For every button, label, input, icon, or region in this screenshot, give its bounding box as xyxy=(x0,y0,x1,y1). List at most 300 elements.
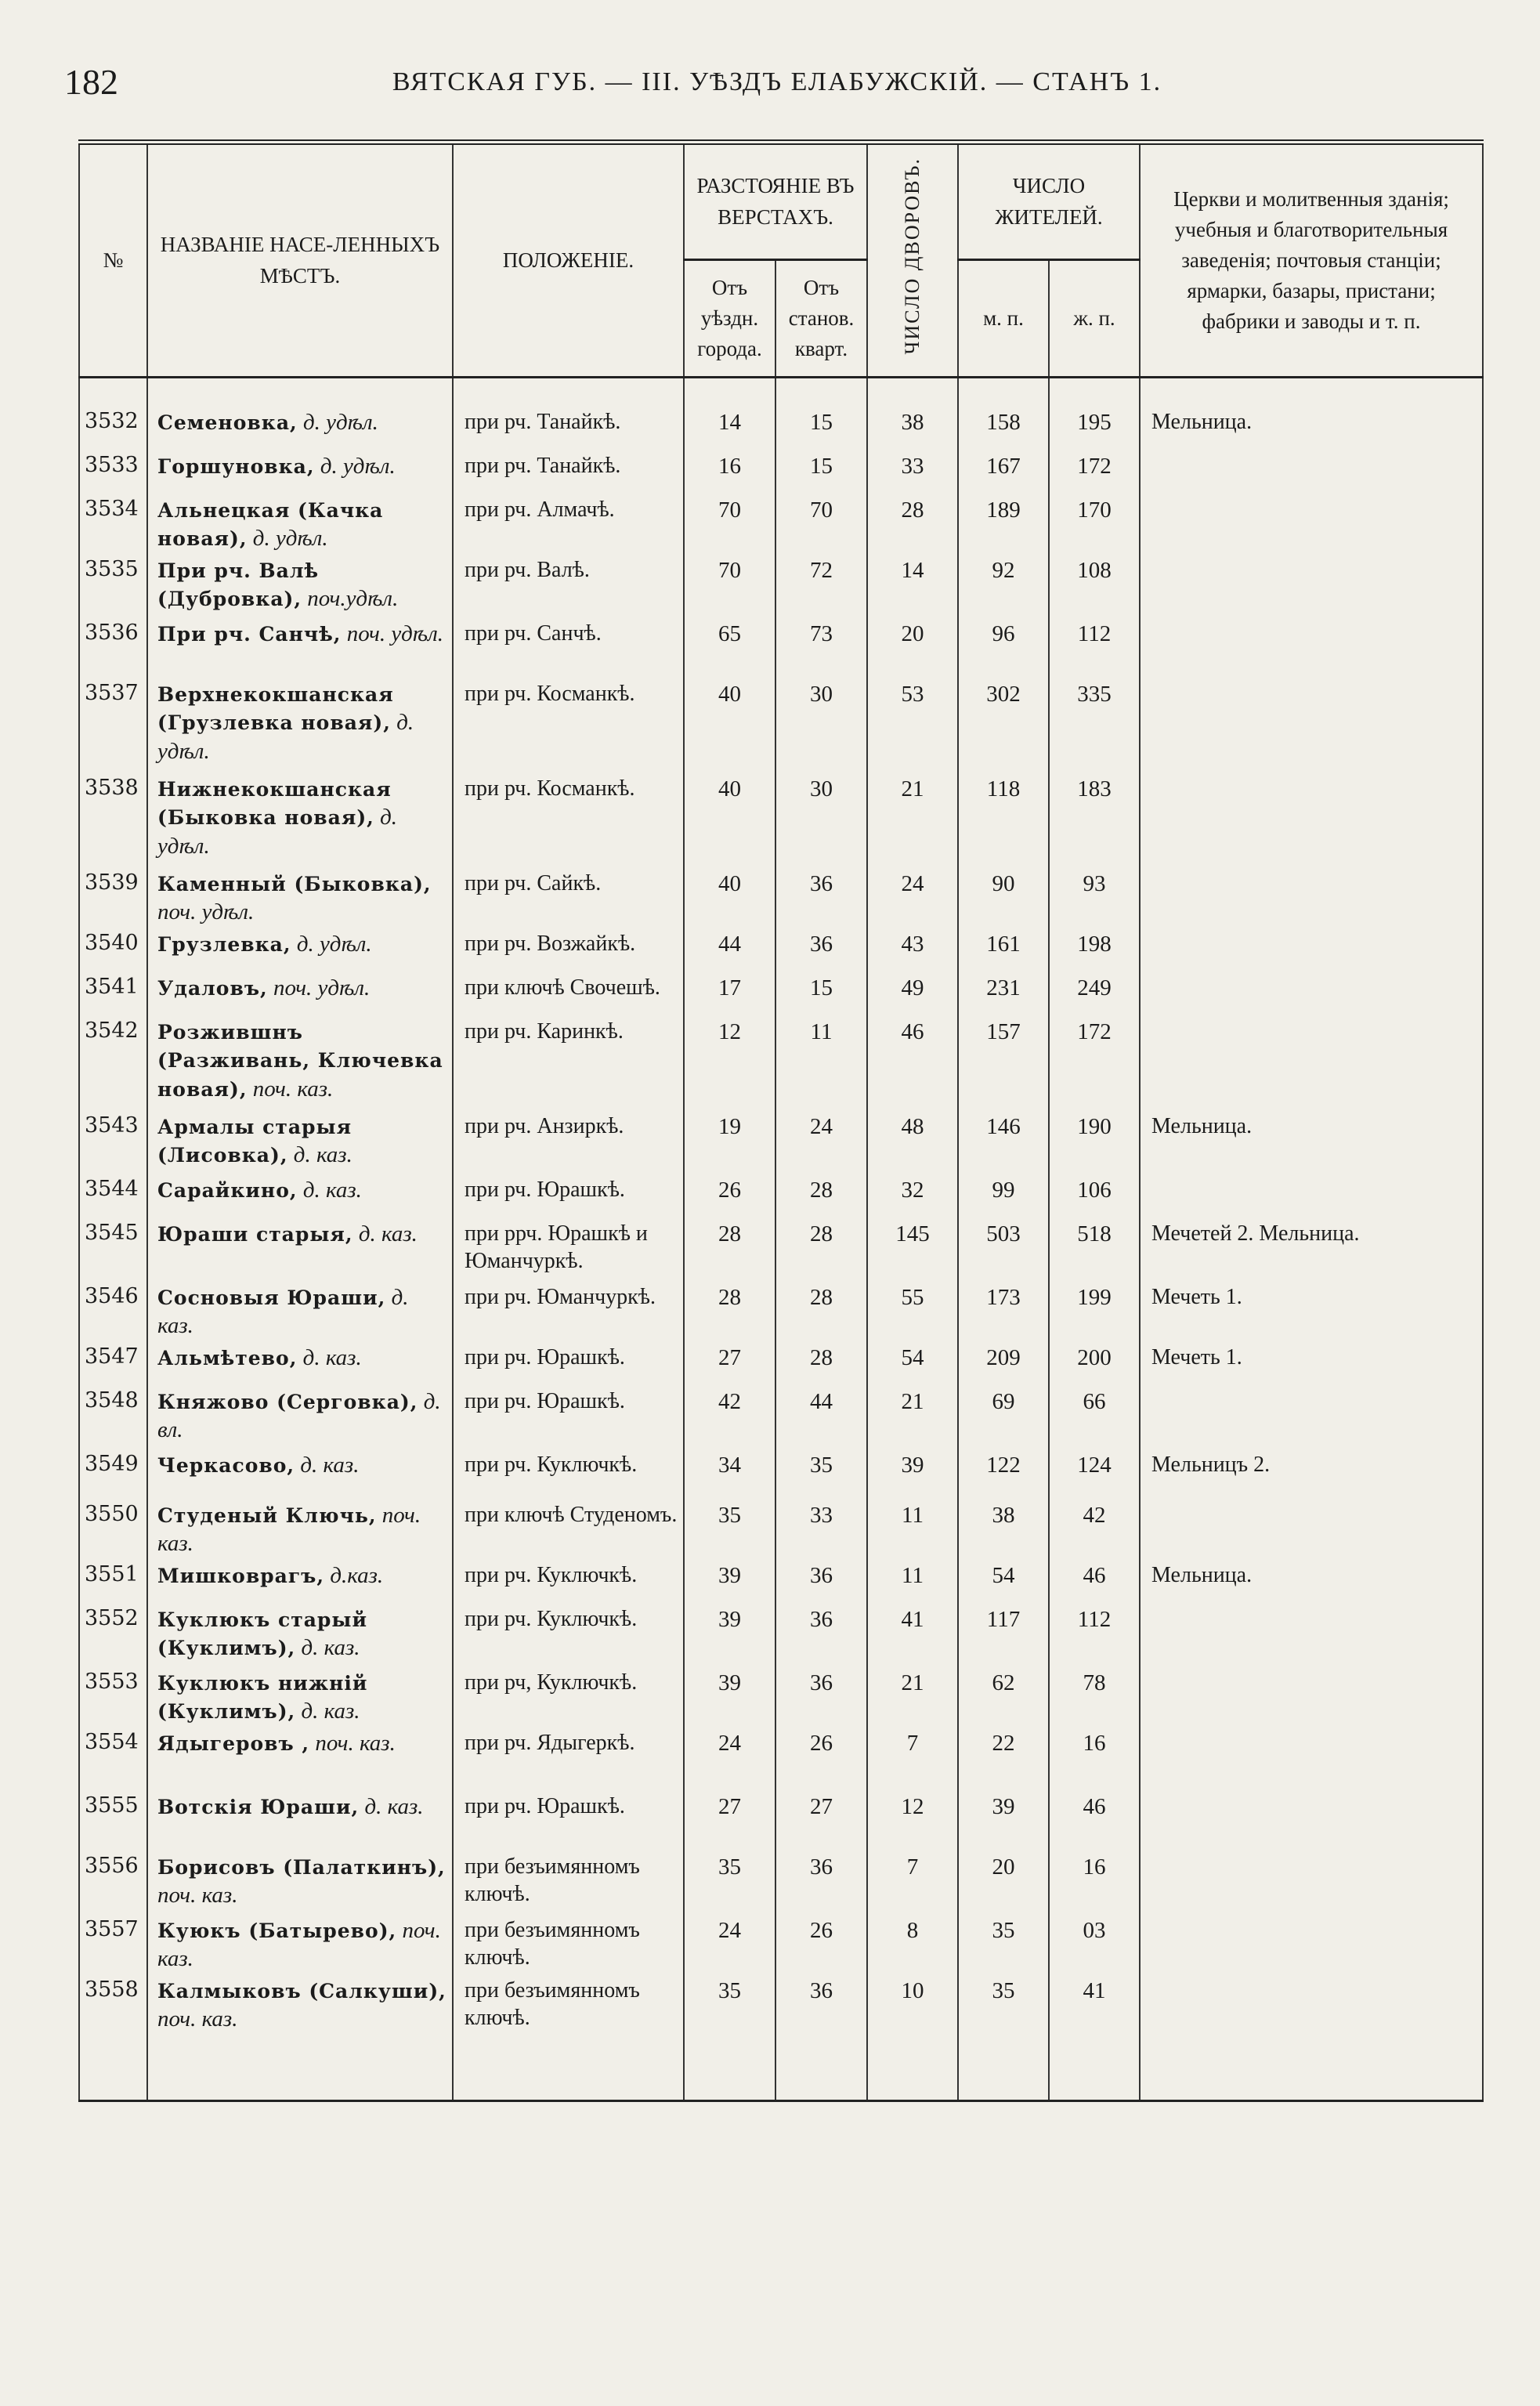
settlement-name-main: Черкасово, xyxy=(157,1454,295,1477)
table-body xyxy=(79,378,1483,2101)
position: при рч. Юрашкѣ. xyxy=(453,1176,684,1220)
table-row xyxy=(79,556,1483,620)
female-count: 108 xyxy=(1049,556,1140,620)
distance-stan: 44 xyxy=(775,1388,867,1451)
table-row xyxy=(79,1501,1483,1561)
households: 10 xyxy=(867,1977,958,2038)
female-count: 106 xyxy=(1049,1176,1140,1220)
position: при рч. Алмачѣ. xyxy=(453,496,684,556)
table-row xyxy=(79,1176,1483,1220)
row-number: 3552 xyxy=(79,1605,147,1669)
row-number: 3541 xyxy=(79,974,147,1018)
settlement-name xyxy=(147,620,453,680)
settlement-name-main: Ядыгеровъ , xyxy=(157,1732,310,1755)
households: 49 xyxy=(867,974,958,1018)
female-count: 03 xyxy=(1049,1916,1140,1977)
households: 39 xyxy=(867,1451,958,1501)
households: 8 xyxy=(867,1916,958,1977)
households: 24 xyxy=(867,870,958,930)
notes xyxy=(1140,496,1483,556)
settlement-type: д. удѣл. xyxy=(157,710,414,764)
households: 38 xyxy=(867,408,958,452)
female-count: 112 xyxy=(1049,1605,1140,1669)
female-count: 200 xyxy=(1049,1344,1140,1388)
notes: Мельницъ 2. xyxy=(1140,1451,1483,1501)
notes xyxy=(1140,1853,1483,1916)
male-count: 35 xyxy=(958,1916,1049,1977)
row-number: 3553 xyxy=(79,1669,147,1729)
settlement-type: поч. удѣл. xyxy=(273,975,371,1000)
male-count: 158 xyxy=(958,408,1049,452)
settlement-name-main: При рч. Санчѣ, xyxy=(157,623,342,646)
row-number: 3545 xyxy=(79,1220,147,1283)
distance-town: 42 xyxy=(684,1388,775,1451)
male-count: 22 xyxy=(958,1729,1049,1793)
notes xyxy=(1140,1501,1483,1561)
notes xyxy=(1140,870,1483,930)
row-number: 3548 xyxy=(79,1388,147,1451)
male-count: 209 xyxy=(958,1344,1049,1388)
row-number: 3554 xyxy=(79,1729,147,1793)
distance-town: 40 xyxy=(684,775,775,870)
row-number: 3535 xyxy=(79,556,147,620)
settlement-name xyxy=(147,496,453,556)
position: при ключѣ Студеномъ. xyxy=(453,1501,684,1561)
female-count: 93 xyxy=(1049,870,1140,930)
settlement-name xyxy=(147,1451,453,1501)
female-count: 198 xyxy=(1049,930,1140,974)
households: 7 xyxy=(867,1729,958,1793)
female-count: 66 xyxy=(1049,1388,1140,1451)
distance-stan: 28 xyxy=(775,1283,867,1344)
settlement-type: поч. удѣл. xyxy=(346,621,444,646)
settlement-type: поч. каз. xyxy=(157,1883,238,1909)
header-no: № xyxy=(79,143,147,378)
distance-town: 44 xyxy=(684,930,775,974)
households: 43 xyxy=(867,930,958,974)
position: при рч. Танайкѣ. xyxy=(453,408,684,452)
header-dist-town: Отъ уѣздн. города. xyxy=(684,260,775,378)
distance-town: 40 xyxy=(684,680,775,775)
position: при рч. Валѣ. xyxy=(453,556,684,620)
distance-town: 39 xyxy=(684,1669,775,1729)
table-row xyxy=(79,1220,1483,1283)
row-number: 3551 xyxy=(79,1561,147,1605)
settlement-type: поч. каз. xyxy=(157,1503,421,1557)
settlement-name-main: Сосновыя Юраши, xyxy=(157,1286,386,1309)
settlement-name xyxy=(147,1220,453,1283)
households: 14 xyxy=(867,556,958,620)
settlement-name-main: Мишковрагъ, xyxy=(157,1565,325,1587)
notes xyxy=(1140,620,1483,680)
households: 12 xyxy=(867,1793,958,1853)
row-number: 3538 xyxy=(79,775,147,870)
settlement-name-main: Грузлевка, xyxy=(157,933,291,956)
settlement-type: д. вл. xyxy=(157,1389,441,1443)
households: 11 xyxy=(867,1561,958,1605)
table-row xyxy=(79,930,1483,974)
notes: Мечеть 1. xyxy=(1140,1344,1483,1388)
distance-stan: 72 xyxy=(775,556,867,620)
female-count: 172 xyxy=(1049,452,1140,496)
table-row xyxy=(79,1283,1483,1344)
notes xyxy=(1140,1916,1483,1977)
distance-stan: 36 xyxy=(775,1669,867,1729)
households: 48 xyxy=(867,1113,958,1176)
settlement-type: д. каз. xyxy=(157,1285,409,1339)
distance-stan: 28 xyxy=(775,1176,867,1220)
distance-town: 40 xyxy=(684,870,775,930)
settlement-name-main: Горшуновка, xyxy=(157,455,315,478)
notes xyxy=(1140,556,1483,620)
notes: Мельница. xyxy=(1140,408,1483,452)
female-count: 46 xyxy=(1049,1793,1140,1853)
settlement-name xyxy=(147,1561,453,1605)
male-count: 92 xyxy=(958,556,1049,620)
notes: Мельница. xyxy=(1140,1113,1483,1176)
settlement-name xyxy=(147,1669,453,1729)
settlement-name-main: Удаловъ, xyxy=(157,977,268,1000)
distance-town: 17 xyxy=(684,974,775,1018)
settlement-name-main: Альмѣтево, xyxy=(157,1347,298,1369)
distance-stan: 11 xyxy=(775,1018,867,1113)
settlement-name-main: Куклюкъ нижнiй (Куклимъ), xyxy=(157,1672,368,1724)
settlement-name-main: Калмыковъ (Салкуши), xyxy=(157,1980,446,2003)
table-row xyxy=(79,1561,1483,1605)
row-number: 3556 xyxy=(79,1853,147,1916)
position: при рч. Юрашкѣ. xyxy=(453,1793,684,1853)
households: 46 xyxy=(867,1018,958,1113)
households: 28 xyxy=(867,496,958,556)
settlement-type: д. каз. xyxy=(300,1453,360,1478)
settlement-name-main: Куюкъ (Батырево), xyxy=(157,1919,397,1942)
table-row xyxy=(79,1793,1483,1853)
settlement-name-main: Розжившнъ (Разживань, Ключевка новая), xyxy=(157,1021,443,1101)
distance-stan: 73 xyxy=(775,620,867,680)
settlement-type: поч.удѣл. xyxy=(307,586,399,612)
female-count: 16 xyxy=(1049,1729,1140,1793)
row-number: 3534 xyxy=(79,496,147,556)
table-row xyxy=(79,1388,1483,1451)
households: 7 xyxy=(867,1853,958,1916)
position: при рч. Куключкѣ. xyxy=(453,1451,684,1501)
distance-stan: 28 xyxy=(775,1220,867,1283)
settlement-type: д. удѣл. xyxy=(302,410,378,435)
distance-stan: 36 xyxy=(775,870,867,930)
position: при рч. Юрашкѣ. xyxy=(453,1388,684,1451)
male-count: 20 xyxy=(958,1853,1049,1916)
row-number: 3539 xyxy=(79,870,147,930)
households: 41 xyxy=(867,1605,958,1669)
female-count: 112 xyxy=(1049,620,1140,680)
distance-town: 35 xyxy=(684,1853,775,1916)
position: при рч. Куключкѣ. xyxy=(453,1605,684,1669)
notes xyxy=(1140,1176,1483,1220)
male-count: 90 xyxy=(958,870,1049,930)
page-header xyxy=(64,61,1490,116)
header-notes: Церкви и молитвенныя зданiя; учебныя и благотворительныя заведенiя; почтовыя станцiи; ярмарки, базары, пристани; фабрики и заводы и т. п. xyxy=(1140,143,1483,378)
table-row xyxy=(79,1729,1483,1793)
households: 21 xyxy=(867,1388,958,1451)
notes xyxy=(1140,452,1483,496)
settlement-name xyxy=(147,974,453,1018)
notes xyxy=(1140,775,1483,870)
households: 32 xyxy=(867,1176,958,1220)
male-count: 38 xyxy=(958,1501,1049,1561)
settlement-name xyxy=(147,1977,453,2038)
settlement-name xyxy=(147,1176,453,1220)
header-households: ЧИСЛО ДВОРОВЪ. xyxy=(867,143,958,378)
settlement-name xyxy=(147,680,453,775)
table-row xyxy=(79,775,1483,870)
households: 20 xyxy=(867,620,958,680)
distance-town: 39 xyxy=(684,1605,775,1669)
position: при ключѣ Свочешѣ. xyxy=(453,974,684,1018)
distance-town: 28 xyxy=(684,1220,775,1283)
notes xyxy=(1140,1729,1483,1793)
settlement-type: д. удѣл. xyxy=(252,526,328,552)
position: при безъимянномъ ключѣ. xyxy=(453,1977,684,2038)
position: при рч. Куключкѣ. xyxy=(453,1561,684,1605)
male-count: 99 xyxy=(958,1176,1049,1220)
households: 33 xyxy=(867,452,958,496)
settlement-name-main: Борисовъ (Палаткинъ), xyxy=(157,1856,446,1879)
position: при рч. Танайкѣ. xyxy=(453,452,684,496)
notes xyxy=(1140,974,1483,1018)
distance-town: 35 xyxy=(684,1501,775,1561)
male-count: 167 xyxy=(958,452,1049,496)
settlement-type: поч. каз. xyxy=(157,1918,441,1972)
distance-town: 28 xyxy=(684,1283,775,1344)
table-row xyxy=(79,1669,1483,1729)
distance-town: 19 xyxy=(684,1113,775,1176)
distance-town: 24 xyxy=(684,1729,775,1793)
female-count: 518 xyxy=(1049,1220,1140,1283)
row-number: 3532 xyxy=(79,408,147,452)
female-count: 335 xyxy=(1049,680,1140,775)
households: 21 xyxy=(867,1669,958,1729)
table-row xyxy=(79,974,1483,1018)
male-count: 189 xyxy=(958,496,1049,556)
male-count: 503 xyxy=(958,1220,1049,1283)
distance-town: 27 xyxy=(684,1793,775,1853)
female-count: 78 xyxy=(1049,1669,1140,1729)
settlement-name xyxy=(147,1793,453,1853)
position: при безъимянномъ ключѣ. xyxy=(453,1853,684,1916)
settlement-type: д. каз. xyxy=(301,1699,360,1724)
male-count: 96 xyxy=(958,620,1049,680)
male-count: 117 xyxy=(958,1605,1049,1669)
settlement-type: д. удѣл. xyxy=(320,454,396,479)
distance-stan: 26 xyxy=(775,1729,867,1793)
female-count: 172 xyxy=(1049,1018,1140,1113)
settlement-name-main: Куклюкъ старый (Куклимъ), xyxy=(157,1608,367,1660)
settlement-type: поч. каз. xyxy=(315,1731,396,1756)
households: 53 xyxy=(867,680,958,775)
settlement-type: поч. каз. xyxy=(252,1076,334,1102)
position: при рч. Каринкѣ. xyxy=(453,1018,684,1113)
distance-stan: 27 xyxy=(775,1793,867,1853)
distance-stan: 35 xyxy=(775,1451,867,1501)
row-number: 3533 xyxy=(79,452,147,496)
row-number: 3546 xyxy=(79,1283,147,1344)
settlement-name-main: Нижнекокшанская (Быковка новая), xyxy=(157,778,392,830)
settlement-name xyxy=(147,1916,453,1977)
table-row xyxy=(79,1853,1483,1916)
row-number: 3550 xyxy=(79,1501,147,1561)
notes xyxy=(1140,930,1483,974)
header-residents: ЧИСЛО ЖИТЕЛЕЙ. xyxy=(958,143,1140,260)
settlement-type: поч. каз. xyxy=(157,2006,238,2032)
table-row xyxy=(79,1018,1483,1113)
households: 11 xyxy=(867,1501,958,1561)
header-male: м. п. xyxy=(958,260,1049,378)
row-number: 3537 xyxy=(79,680,147,775)
settlement-name xyxy=(147,1283,453,1344)
distance-stan: 15 xyxy=(775,408,867,452)
female-count: 190 xyxy=(1049,1113,1140,1176)
table-row xyxy=(79,496,1483,556)
notes xyxy=(1140,1793,1483,1853)
distance-stan: 36 xyxy=(775,1605,867,1669)
settlement-name-main: Сарайкино, xyxy=(157,1179,298,1202)
households: 145 xyxy=(867,1220,958,1283)
row-number: 3547 xyxy=(79,1344,147,1388)
position: при безъимянномъ ключѣ. xyxy=(453,1916,684,1977)
settlement-type: д. каз. xyxy=(293,1142,352,1168)
male-count: 302 xyxy=(958,680,1049,775)
settlement-type: д. каз. xyxy=(364,1794,424,1819)
female-count: 195 xyxy=(1049,408,1140,452)
settlement-name xyxy=(147,1853,453,1916)
row-number: 3540 xyxy=(79,930,147,974)
settlement-type: д. удѣл. xyxy=(157,805,398,859)
settlement-type: д. каз. xyxy=(302,1178,362,1203)
distance-town: 16 xyxy=(684,452,775,496)
female-count: 170 xyxy=(1049,496,1140,556)
distance-town: 70 xyxy=(684,496,775,556)
position: при рч. Возжайкѣ. xyxy=(453,930,684,974)
distance-stan: 33 xyxy=(775,1501,867,1561)
female-count: 183 xyxy=(1049,775,1140,870)
row-number: 3536 xyxy=(79,620,147,680)
position: при рч. Анзиркѣ. xyxy=(453,1113,684,1176)
position: при рч. Ядыгеркѣ. xyxy=(453,1729,684,1793)
distance-town: 12 xyxy=(684,1018,775,1113)
male-count: 231 xyxy=(958,974,1049,1018)
notes xyxy=(1140,1388,1483,1451)
distance-town: 27 xyxy=(684,1344,775,1388)
settlement-name-main: Вотскiя Юраши, xyxy=(157,1796,360,1818)
distance-town: 14 xyxy=(684,408,775,452)
header-distance: РАЗСТОЯНIЕ ВЪ ВЕРСТАХЪ. xyxy=(684,143,867,260)
settlement-name xyxy=(147,930,453,974)
settlement-name xyxy=(147,1388,453,1451)
settlement-type: д. каз. xyxy=(358,1221,418,1246)
notes xyxy=(1140,1669,1483,1729)
male-count: 62 xyxy=(958,1669,1049,1729)
settlement-name xyxy=(147,452,453,496)
male-count: 146 xyxy=(958,1113,1049,1176)
row-number: 3544 xyxy=(79,1176,147,1220)
settlement-name xyxy=(147,1113,453,1176)
distance-town: 34 xyxy=(684,1451,775,1501)
position: при рч. Сайкѣ. xyxy=(453,870,684,930)
distance-stan: 36 xyxy=(775,1561,867,1605)
row-number: 3555 xyxy=(79,1793,147,1853)
settlement-name-main: Княжово (Серговка), xyxy=(157,1391,418,1413)
distance-town: 24 xyxy=(684,1916,775,1977)
page-number: 182 xyxy=(64,62,118,102)
settlement-name xyxy=(147,1344,453,1388)
settlement-type: д. каз. xyxy=(301,1635,360,1661)
settlement-name-main: Армалы старыя (Лисовка), xyxy=(157,1116,352,1167)
settlement-name-main: Каменный (Быковка), xyxy=(157,873,432,895)
settlement-type: д.каз. xyxy=(330,1563,384,1588)
position: при рч, Куключкѣ. xyxy=(453,1669,684,1729)
header-female: ж. п. xyxy=(1049,260,1140,378)
row-number: 3542 xyxy=(79,1018,147,1113)
distance-stan: 15 xyxy=(775,452,867,496)
notes: Мельница. xyxy=(1140,1561,1483,1605)
distance-stan: 36 xyxy=(775,1977,867,2038)
male-count: 157 xyxy=(958,1018,1049,1113)
settlement-name-main: Альнецкая (Качка новая), xyxy=(157,499,384,551)
table-row xyxy=(79,408,1483,452)
distance-town: 65 xyxy=(684,620,775,680)
position: при рч. Косманкѣ. xyxy=(453,680,684,775)
settlement-name xyxy=(147,870,453,930)
households: 21 xyxy=(867,775,958,870)
settlement-name xyxy=(147,408,453,452)
distance-stan: 36 xyxy=(775,1853,867,1916)
settlement-name xyxy=(147,556,453,620)
row-number: 3557 xyxy=(79,1916,147,1977)
settlement-name-main: Юраши старыя, xyxy=(157,1223,353,1246)
row-number: 3558 xyxy=(79,1977,147,2038)
position: при рч. Косманкѣ. xyxy=(453,775,684,870)
notes xyxy=(1140,1018,1483,1113)
table-row xyxy=(79,680,1483,775)
distance-stan: 24 xyxy=(775,1113,867,1176)
distance-stan: 30 xyxy=(775,775,867,870)
settlement-name-main: Студеный Ключь, xyxy=(157,1504,377,1527)
households: 54 xyxy=(867,1344,958,1388)
table-row xyxy=(79,1113,1483,1176)
table-row xyxy=(79,870,1483,930)
distance-stan: 28 xyxy=(775,1344,867,1388)
row-number: 3549 xyxy=(79,1451,147,1501)
distance-stan: 26 xyxy=(775,1916,867,1977)
position: при ррч. Юрашкѣ и Юманчуркѣ. xyxy=(453,1220,684,1283)
settlement-name xyxy=(147,1605,453,1669)
female-count: 124 xyxy=(1049,1451,1140,1501)
settlement-type: д. каз. xyxy=(302,1345,362,1370)
running-title: ВЯТСКАЯ ГУБ. — III. УѢЗДЪ ЕЛАБУЖСКIЙ. — СТАНЪ 1. xyxy=(392,67,1162,96)
notes xyxy=(1140,1605,1483,1669)
distance-stan: 30 xyxy=(775,680,867,775)
table-row xyxy=(79,1451,1483,1501)
settlement-name xyxy=(147,1729,453,1793)
settlement-name xyxy=(147,1501,453,1561)
female-count: 199 xyxy=(1049,1283,1140,1344)
table-row xyxy=(79,452,1483,496)
female-count: 42 xyxy=(1049,1501,1140,1561)
header-name: НАЗВАНIЕ НАСЕ-ЛЕННЫХЪ МѢСТЪ. xyxy=(147,143,453,378)
notes xyxy=(1140,680,1483,775)
settlement-name-main: Семеновка, xyxy=(157,411,298,434)
female-count: 46 xyxy=(1049,1561,1140,1605)
